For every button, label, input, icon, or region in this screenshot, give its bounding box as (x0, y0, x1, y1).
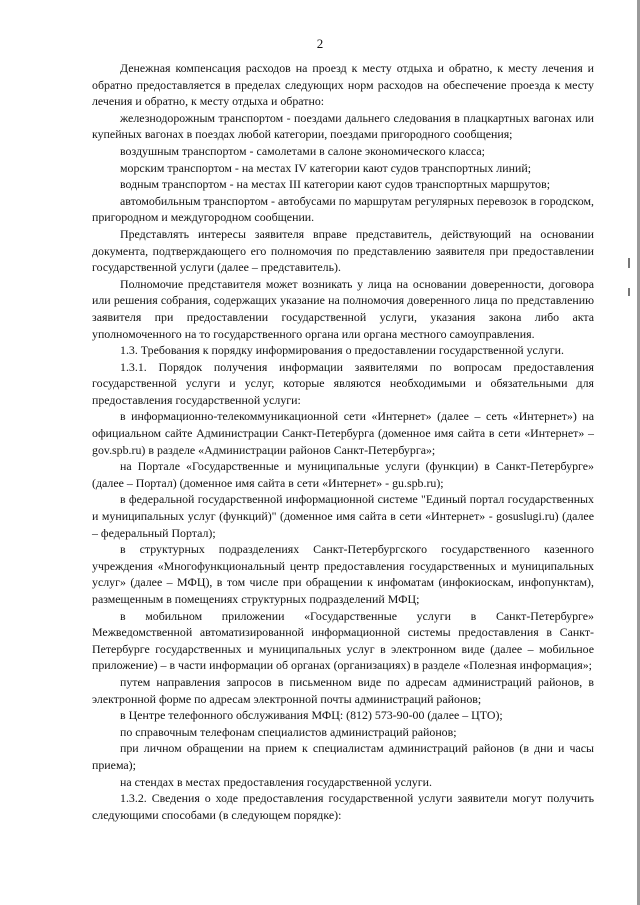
paragraph-reference-phones: по справочным телефонам специалистов администраций районов; (120, 724, 457, 739)
paragraph-air-transport: воздушным транспортом - самолетами в салоне экономического класса; (120, 143, 485, 158)
section-heading-1-3-2: 1.3.2. Сведения о ходе предоставления государственной услуги заявители могут получить следующими способами (в следующем порядке): (92, 791, 594, 822)
paragraph-representative: Представлять интересы заявителя вправе представитель, действующий на основании документа, подтверждающего его полномочия по представлению заявителя при предоставлении государственной услуги (далее – представитель). (92, 226, 594, 275)
paragraph-representative-authority: Полномочие представителя может возникать у лица на основании доверенности, договора или решения собрания, содержащих указание на полномочия доверенного лица по представлению заявителя при предоставлении государственной услуги, указания закона либо акта уполномоченного на то государственного органа или органа местного самоуправления. (92, 276, 594, 341)
paragraph-stands: на стендах в местах предоставления государственной услуги. (120, 774, 432, 789)
paragraph-portal: на Портале «Государственные и муниципальные услуги (функции) в Санкт-Петербурге» (далее – Портал) (доменное имя сайта в сети «Интернет» - gu.spb.ru); (92, 459, 594, 490)
paragraph-mfc: в структурных подразделениях Санкт-Петербургского государственного казенного учреждения «Многофункциональный центр предоставления государственных и муниципальных услуг» (далее – МФЦ), в том числе при обращении к инфоматам (инфокиоскам, инфопунктам), размещенным в помещениях структурных подразделений МФЦ; (92, 542, 594, 606)
document-body (92, 60, 594, 823)
paragraph-personal-visit: при личном обращении на прием к специалистам администраций районов (в дни и часы приема); (92, 741, 594, 772)
page-number: 2 (316, 36, 324, 51)
paragraph-rail-transport: железнодорожным транспортом - поездами дальнего следования в плацкартных вагонах или купейных вагонах в поездах любой категории, поездами пригородного сообщения; (92, 110, 594, 142)
paragraph-mobile-app: в мобильном приложении «Государственные услуги в Санкт-Петербурге» Межведомственной автоматизированной информационной системы предоставления в Санкт-Петербурге государственных и муниципальных услуг в электронном виде (далее – мобильное приложение) – в части информации об органах (организациях) в разделе «Полезная информация»; (92, 608, 594, 673)
scan-artifact-mark (628, 288, 630, 296)
paragraph-compensation-norms: Денежная компенсация расходов на проезд к месту отдыха и обратно, к месту лечения и обратно предоставляется в пределах следующих норм расходов на обеспечение проезда к месту лечения и обратно, к месту отдыха и обратно: (92, 61, 594, 109)
paragraph-sea-transport: морским транспортом - на местах IV категории кают судов транспортных линий; (120, 160, 531, 175)
scan-artifact-mark (628, 258, 630, 268)
paragraph-federal-portal: в федеральной государственной информационной системе "Единый портал государственных и муниципальных услуг (функций)" (доменное имя сайта в сети «Интернет» - gosuslugi.ru) (далее – федеральный Портал); (92, 492, 594, 540)
paragraph-water-transport: водным транспортом - на местах III категории кают судов транспортных маршрутов; (120, 177, 551, 192)
section-heading-1-3: 1.3. Требования к порядку информирования о предоставлении государственной услуги. (120, 343, 564, 358)
section-heading-1-3-1: 1.3.1. Порядок получения информации заявителями по вопросам предоставления государственной услуги и услуг, которые являются необходимыми и обязательными для предоставления государственной услуги: (92, 359, 594, 407)
paragraph-internet-site: в информационно-телекоммуникационной сети «Интернет» (далее – сеть «Интернет») на официальном сайте Администрации Санкт-Петербурга (доменное имя сайта в сети «Интернет» – gov.spb.ru) в разделе «Администрации районов Санкт-Петербурга»; (92, 409, 594, 457)
paragraph-written-requests: путем направления запросов в письменном виде по адресам администраций районов, в электронной форме по адресам электронной почты администраций районов; (92, 674, 594, 706)
paragraph-call-center: в Центре телефонного обслуживания МФЦ: (812) 573-90-00 (далее – ЦТО); (120, 708, 503, 723)
paragraph-road-transport: автомобильным транспортом - автобусами по маршрутам регулярных перевозок в городском, пригородном и междугородном сообщении. (92, 193, 594, 225)
